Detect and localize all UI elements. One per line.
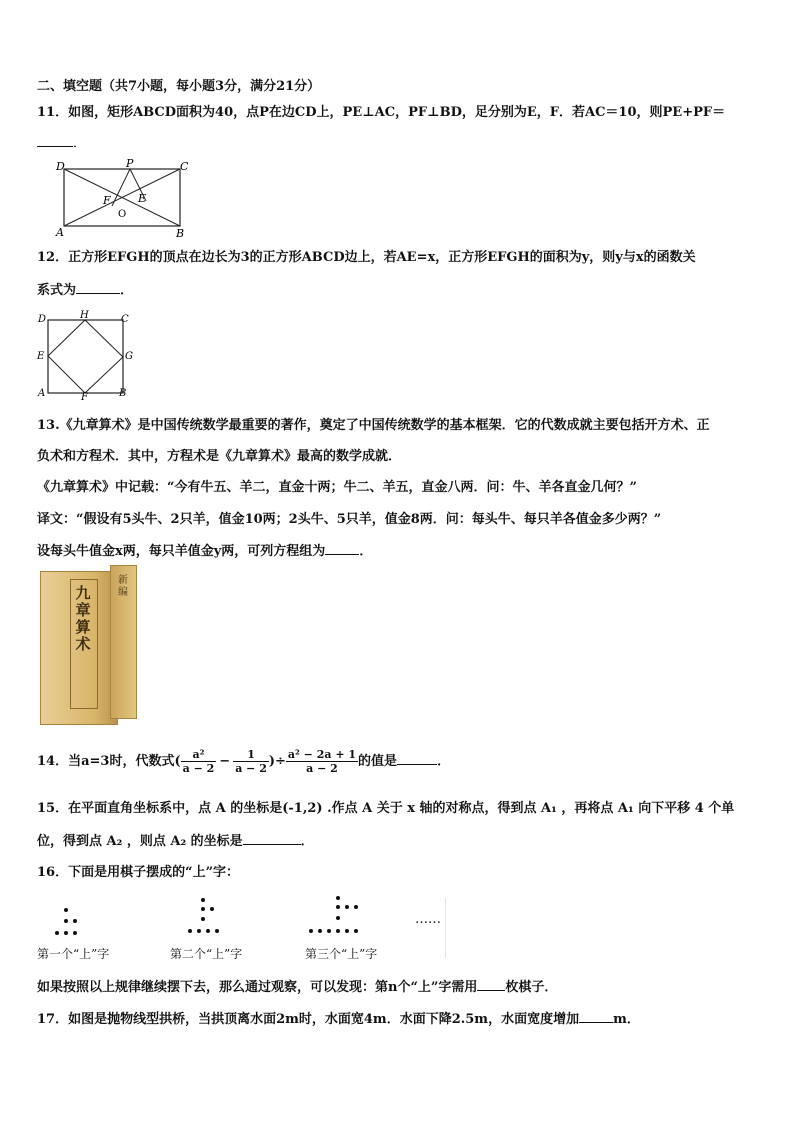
label-P: P	[126, 157, 134, 170]
label-F: F	[81, 392, 88, 400]
label-A: A	[38, 388, 46, 399]
q11-line2	[37, 134, 86, 153]
q17-prefix: 17．如图是抛物线型拱桥，当拱顶离水面2m时，水面宽4m．水面下降2.5m，水面宽度增加	[37, 1012, 580, 1027]
q12-line1: 12．正方形EFGH的顶点在边长为3的正方形ABCD边上，若AE=x，正方形EFGH的面积为y，则y与x的函数关	[37, 250, 696, 265]
caption-2: 第二个“上”字	[170, 947, 243, 961]
q12-period: ．	[120, 283, 134, 298]
q16-line1: 16．下面是用棋子摆成的“上”字：	[37, 865, 240, 880]
q14-suffix: 的值是	[358, 754, 398, 769]
q16-prefix: 如果按照以上规律继续摆下去，那么通过观察，可以发现：第n个“上”字需用	[37, 980, 478, 995]
section-header: 二、填空题（共7小题，每小题3分，满分21分）	[37, 79, 321, 94]
label-C: C	[180, 160, 189, 173]
q13-line4: 译文：“假设有5头牛、2只羊，值金10两；2头牛、5只羊，值金8两．问：每头牛、每只羊各值金多少两？”	[37, 512, 662, 527]
answer-blank[interactable]	[477, 978, 505, 991]
caption-1: 第一个“上”字	[37, 947, 110, 961]
q11-rectangle-figure	[50, 157, 195, 239]
shang-figure-1	[55, 908, 85, 944]
q11-period: ．	[73, 136, 87, 151]
divide-sign: )÷	[268, 754, 286, 769]
q15-prefix: 位，得到点 A₂ ，则点 A₂ 的坐标是	[37, 834, 243, 849]
q16-line2	[37, 978, 557, 997]
caption-3: 第三个“上”字	[305, 947, 378, 961]
q14-prefix: 14．当a=3时，代数式(	[37, 754, 181, 769]
q13-line1: 13.《九章算术》是中国传统数学最重要的著作，奠定了中国传统数学的基本框架．它的代数成就主要包括开方术、正	[37, 418, 710, 433]
q13-line3: 《九章算术》中记载：“今有牛五、羊二，直金十两；牛二、羊五，直金八两．问：牛、羊各直金几何？”	[37, 480, 637, 495]
label-D: D	[56, 160, 65, 173]
answer-blank[interactable]	[325, 542, 359, 555]
q13-line5	[37, 542, 372, 561]
q17-suffix: m．	[613, 1012, 640, 1027]
answer-blank[interactable]	[397, 752, 437, 765]
q13-line2: 负术和方程术．其中，方程术是《九章算术》最高的数学成就．	[37, 449, 402, 464]
q12-prefix: 系式为	[37, 283, 77, 298]
q14-period: ．	[437, 754, 451, 769]
book-title: 九章算术	[75, 584, 91, 653]
label-O: O	[118, 209, 127, 220]
q15-line1: 15．在平面直角坐标系中，点 A 的坐标是(-1,2) .作点 A 关于 x 轴的对称点，得到点 A₁ ，再将点 A₁ 向下平移 4 个单	[37, 801, 735, 816]
fraction-3: $\frac{\text{a² − 2a + 1}}{a - 2}$	[287, 748, 357, 775]
book-image	[40, 565, 135, 723]
book-spine-text: 新编	[118, 575, 128, 598]
shang-figure-3	[309, 896, 369, 946]
answer-blank[interactable]	[76, 281, 120, 294]
answer-blank[interactable]	[37, 134, 73, 147]
label-F: F	[103, 194, 111, 207]
q13-period: ．	[359, 544, 373, 559]
q15-period: ．	[300, 834, 314, 849]
label-B: B	[119, 388, 127, 399]
q13-prefix: 设每头牛值金x两，每只羊值金y两，可列方程组为	[37, 544, 326, 559]
label-D: D	[38, 314, 47, 325]
label-A: A	[56, 226, 64, 239]
q16-suffix: 枚棋子．	[505, 980, 558, 995]
answer-blank[interactable]	[243, 832, 301, 845]
q14-line	[37, 748, 450, 780]
minus-sign: −	[219, 754, 231, 769]
q12-square-figure	[35, 308, 135, 400]
label-B: B	[176, 227, 185, 239]
fraction-2: $\frac{1}{a - 2}$	[235, 748, 267, 775]
q12-line2	[37, 281, 133, 300]
label-H: H	[80, 310, 89, 321]
label-C: C	[121, 314, 129, 325]
fraction-1: $\frac{\text{a²}}{a - 2}$	[182, 748, 215, 775]
q15-line2	[37, 832, 314, 851]
label-G: G	[125, 351, 133, 362]
q17-line	[37, 1010, 640, 1029]
answer-blank[interactable]	[579, 1010, 613, 1023]
ellipsis: ……	[415, 912, 441, 927]
q11-line1: 11．如图，矩形ABCD面积为40，点P在边CD上，PE⊥AC，PF⊥BD，足分别为E，F．若AC＝10，则PE+PF＝	[37, 105, 726, 120]
shang-figure-2	[188, 898, 228, 944]
label-E: E	[138, 192, 147, 205]
label-E: E	[37, 351, 45, 362]
